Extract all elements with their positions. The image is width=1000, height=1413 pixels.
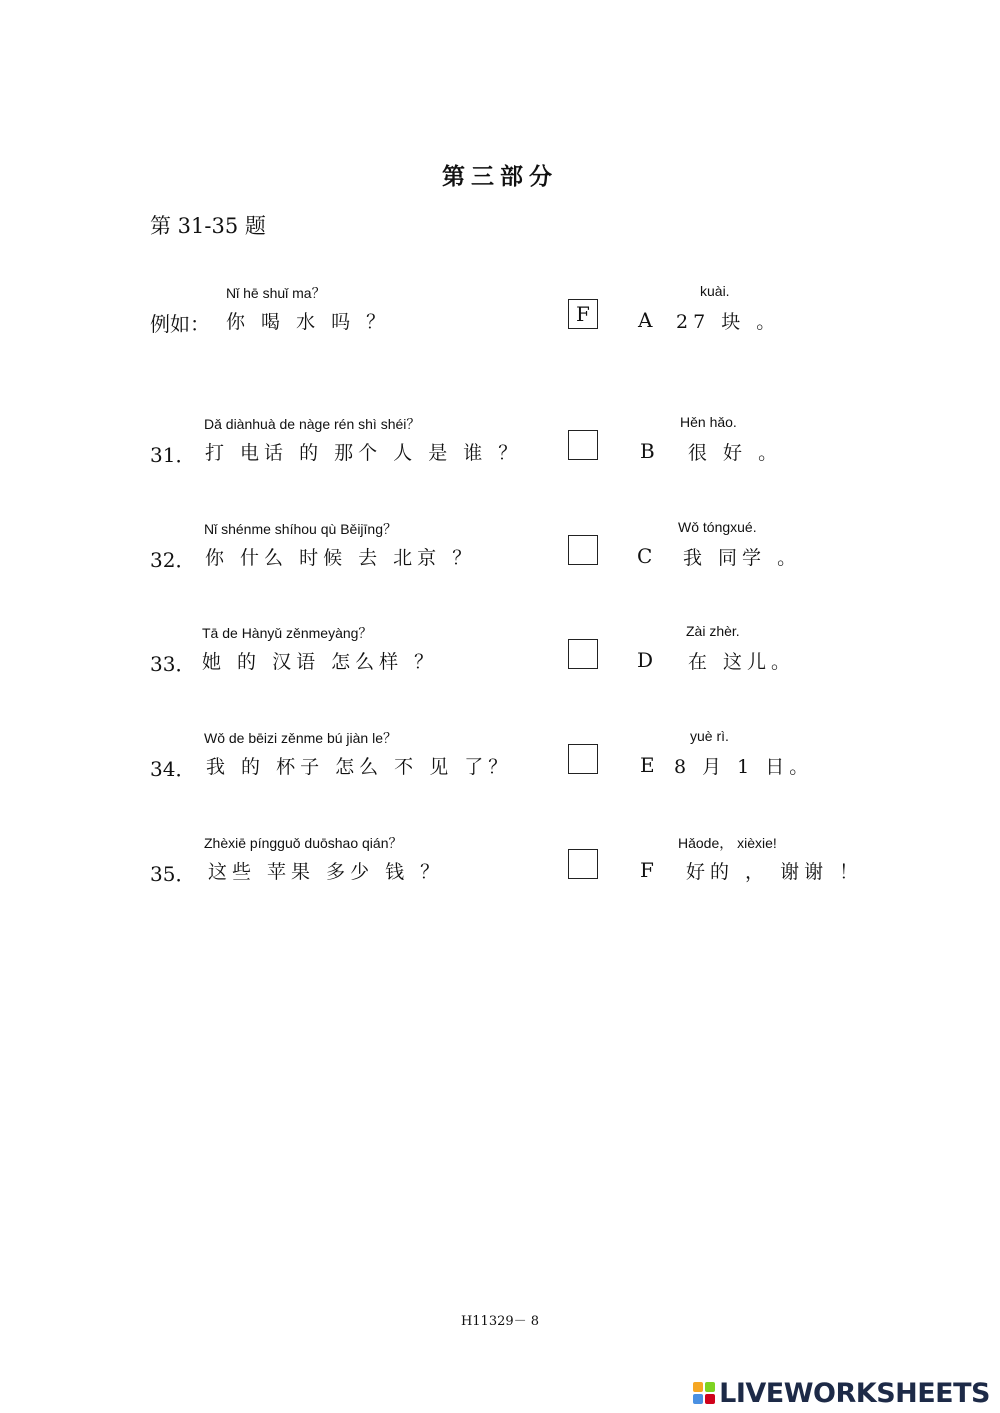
question-pinyin: Nǐ shénme shíhou qù Běijīng？: [204, 521, 397, 537]
question-pinyin: Wǒ de bēizi zěnme bú jiàn le？: [204, 730, 397, 746]
option-letter: C: [637, 544, 653, 568]
option-text: 好的 ， 谢谢 ！: [686, 861, 864, 883]
option-text: 8 月 1 日。: [674, 756, 814, 778]
question-text: 这些 苹果 多少 钱 ？: [208, 861, 445, 883]
option-pinyin: Hǎode， xièxie!: [678, 835, 777, 851]
question-text: 打 电话 的 那个 人 是 谁 ？: [205, 442, 523, 464]
option-letter: B: [640, 439, 655, 463]
question-row-31: [0, 414, 1000, 474]
answer-box-35[interactable]: [568, 849, 598, 879]
liveworksheets-logo[interactable]: [693, 1376, 990, 1410]
example-row: [0, 283, 1000, 343]
answer-box-33[interactable]: [568, 639, 598, 669]
question-row-34: [0, 728, 1000, 788]
logo-square: [705, 1382, 715, 1392]
section-subtitle: 第 31-35 题: [150, 214, 266, 238]
answer-box-34[interactable]: [568, 744, 598, 774]
question-row-32: [0, 519, 1000, 579]
option-pinyin: yuè rì.: [690, 728, 729, 744]
option-text: 我 同学 。: [683, 547, 802, 569]
question-row-33: [0, 623, 1000, 683]
option-letter: D: [637, 648, 654, 672]
logo-square: [693, 1382, 703, 1392]
option-pinyin: Wǒ tóngxué.: [678, 519, 757, 535]
page-footer: H11329－ 8: [460, 1314, 540, 1329]
logo-square: [705, 1394, 715, 1404]
question-number: 32．: [150, 548, 196, 572]
question-pinyin: Zhèxiē píngguǒ duōshao qián？: [204, 835, 403, 851]
question-text: 我 的 杯子 怎么 不 见 了？: [206, 756, 513, 778]
question-number: 33．: [150, 652, 196, 676]
option-letter: A: [638, 308, 653, 332]
question-text: 你 喝 水 吗 ？: [226, 311, 391, 333]
logo-mark-icon: [693, 1382, 715, 1404]
question-row-35: [0, 833, 1000, 893]
question-pinyin: Dǎ diànhuà de nàge rén shì shéi？: [204, 416, 421, 432]
example-label: 例如：: [150, 312, 210, 336]
question-number: 31．: [150, 443, 196, 467]
question-text: 你 什么 时候 去 北京 ？: [205, 547, 477, 569]
option-text: 27 块 。: [676, 311, 781, 333]
answer-box-32[interactable]: [568, 535, 598, 565]
option-letter: F: [640, 858, 654, 882]
option-letter: E: [640, 753, 655, 777]
option-text: 很 好 。: [688, 442, 783, 464]
option-pinyin: Hěn hǎo.: [680, 414, 737, 430]
question-pinyin: Tā de Hànyǔ zěnmeyàng？: [202, 625, 373, 641]
logo-text: LIVEWORKSHEETS: [719, 1377, 990, 1409]
question-text: 她 的 汉语 怎么样 ？: [202, 651, 439, 673]
logo-square: [693, 1394, 703, 1404]
answer-box-31[interactable]: [568, 430, 598, 460]
option-pinyin: Zài zhèr.: [686, 623, 740, 639]
question-pinyin: Nǐ hē shuǐ ma？: [226, 285, 326, 301]
question-number: 34．: [150, 757, 196, 781]
option-pinyin: kuài.: [700, 283, 730, 299]
page-title: 第三部分: [442, 163, 558, 190]
example-answer-box: F: [568, 299, 598, 329]
option-text: 在 这儿。: [688, 651, 796, 673]
question-number: 35．: [150, 862, 196, 886]
